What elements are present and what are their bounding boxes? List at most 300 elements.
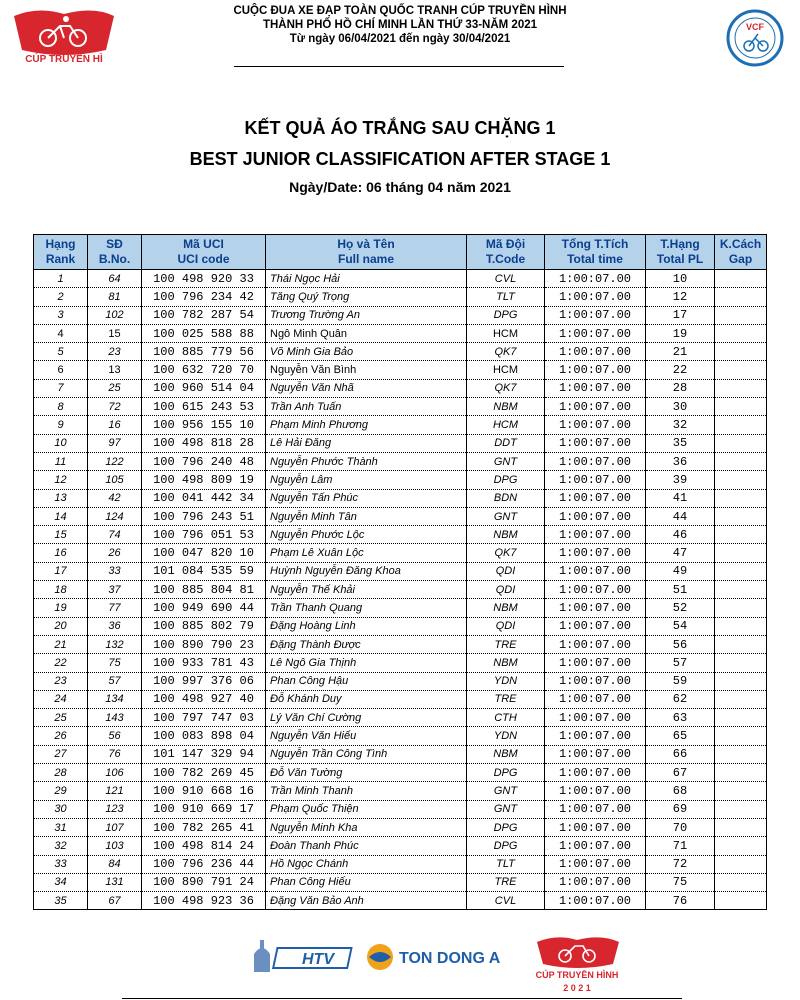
cell-pl: 39 (646, 471, 715, 489)
cell-time: 1:00:07.00 (545, 581, 646, 599)
results-table (33, 234, 767, 910)
cell-pl: 51 (646, 581, 715, 599)
cell-rank: 24 (34, 690, 88, 708)
cell-rank: 20 (34, 617, 88, 635)
cell-time: 1:00:07.00 (545, 361, 646, 379)
cell-time: 1:00:07.00 (545, 599, 646, 617)
cell-bno: 76 (88, 745, 142, 763)
cell-bno: 26 (88, 544, 142, 562)
cell-bno: 15 (88, 324, 142, 342)
cell-name: Nguyễn Văn Nhã (266, 379, 467, 397)
cell-rank: 11 (34, 452, 88, 470)
footer-logo-year: 2 0 2 1 (563, 983, 591, 993)
cell-team: TRE (467, 690, 545, 708)
title-english: BEST JUNIOR CLASSIFICATION AFTER STAGE 1 (189, 149, 611, 169)
cell-name: Đặng Văn Bảo Anh (266, 892, 467, 910)
cell-uci: 101 084 535 59 (142, 562, 266, 580)
cell-uci: 100 782 287 54 (142, 306, 266, 324)
right-logo-text: VCF (746, 22, 764, 32)
cell-name: Nguyễn Phước Lộc (266, 526, 467, 544)
cell-uci: 100 960 514 04 (142, 379, 266, 397)
cell-gap (715, 818, 767, 836)
col-team-header: Mã Đội T.Code (467, 235, 545, 270)
cell-name: Tăng Quý Trọng (266, 288, 467, 306)
cell-name: Nguyễn Phước Thành (266, 452, 467, 470)
cell-bno: 72 (88, 398, 142, 416)
cell-name: Phạm Lê Xuân Lộc (266, 544, 467, 562)
cell-uci: 100 025 588 88 (142, 324, 266, 342)
cell-rank: 1 (34, 270, 88, 288)
cup-truyen-hinh-2021-logo (525, 932, 630, 994)
cell-pl: 66 (646, 745, 715, 763)
cell-gap (715, 398, 767, 416)
cell-pl: 12 (646, 288, 715, 306)
cell-pl: 54 (646, 617, 715, 635)
cell-rank: 14 (34, 507, 88, 525)
cell-gap (715, 855, 767, 873)
cell-bno: 57 (88, 672, 142, 690)
cell-gap (715, 727, 767, 745)
table-row (34, 306, 767, 324)
cell-uci: 100 949 690 44 (142, 599, 266, 617)
cell-time: 1:00:07.00 (545, 434, 646, 452)
cell-name: Ngô Minh Quân (266, 324, 467, 342)
cell-pl: 69 (646, 800, 715, 818)
cell-bno: 123 (88, 800, 142, 818)
cell-time: 1:00:07.00 (545, 782, 646, 800)
cell-uci: 100 498 809 19 (142, 471, 266, 489)
cell-rank: 16 (34, 544, 88, 562)
cell-pl: 41 (646, 489, 715, 507)
table-row (34, 526, 767, 544)
table-row (34, 471, 767, 489)
cell-gap (715, 782, 767, 800)
cell-gap (715, 471, 767, 489)
table-row (34, 599, 767, 617)
cell-time: 1:00:07.00 (545, 507, 646, 525)
cell-pl: 71 (646, 837, 715, 855)
cell-pl: 22 (646, 361, 715, 379)
cell-name: Lê Hải Đăng (266, 434, 467, 452)
cell-gap (715, 270, 767, 288)
cell-team: NBM (467, 745, 545, 763)
cell-name: Đặng Hoàng Linh (266, 617, 467, 635)
cell-team: TRE (467, 635, 545, 653)
cell-bno: 56 (88, 727, 142, 745)
cell-bno: 23 (88, 343, 142, 361)
cell-bno: 75 (88, 654, 142, 672)
cell-time: 1:00:07.00 (545, 709, 646, 727)
cell-name: Thái Ngọc Hải (266, 270, 467, 288)
cell-uci: 100 890 791 24 (142, 873, 266, 891)
cell-bno: 25 (88, 379, 142, 397)
cell-gap (715, 581, 767, 599)
cell-time: 1:00:07.00 (545, 617, 646, 635)
cell-rank: 8 (34, 398, 88, 416)
cell-rank: 30 (34, 800, 88, 818)
ton-dong-a-logo (365, 942, 515, 972)
cell-time: 1:00:07.00 (545, 471, 646, 489)
cell-gap (715, 379, 767, 397)
cell-team: DPG (467, 837, 545, 855)
cell-team: GNT (467, 452, 545, 470)
cell-uci: 100 910 668 16 (142, 782, 266, 800)
cell-pl: 36 (646, 452, 715, 470)
cell-name: Đỗ Văn Tường (266, 764, 467, 782)
cell-time: 1:00:07.00 (545, 379, 646, 397)
cell-bno: 105 (88, 471, 142, 489)
cell-gap (715, 324, 767, 342)
col-rank-header: Hạng Rank (34, 235, 88, 270)
footer-logo-text: CÚP TRUYỀN HÌNH (535, 970, 619, 980)
cell-uci: 100 796 051 53 (142, 526, 266, 544)
cell-uci: 101 147 329 94 (142, 745, 266, 763)
cell-rank: 2 (34, 288, 88, 306)
cell-gap (715, 690, 767, 708)
cell-pl: 19 (646, 324, 715, 342)
cell-team: YDN (467, 672, 545, 690)
table-row (34, 800, 767, 818)
cell-uci: 100 498 920 33 (142, 270, 266, 288)
cell-time: 1:00:07.00 (545, 764, 646, 782)
cell-gap (715, 288, 767, 306)
cell-uci: 100 797 747 03 (142, 709, 266, 727)
cell-team: NBM (467, 526, 545, 544)
cell-rank: 27 (34, 745, 88, 763)
cell-name: Phan Công Hiếu (266, 873, 467, 891)
cell-name: Trần Minh Thanh (266, 782, 467, 800)
cell-time: 1:00:07.00 (545, 800, 646, 818)
footer-divider (122, 998, 682, 999)
col-uci-header: Mã UCI UCI code (142, 235, 266, 270)
cell-bno: 33 (88, 562, 142, 580)
cell-bno: 37 (88, 581, 142, 599)
cell-bno: 77 (88, 599, 142, 617)
cell-gap (715, 562, 767, 580)
cell-uci: 100 885 802 79 (142, 617, 266, 635)
cell-gap (715, 306, 767, 324)
cell-uci: 100 796 240 48 (142, 452, 266, 470)
table-row (34, 764, 767, 782)
cell-name: Đoàn Thanh Phúc (266, 837, 467, 855)
cell-bno: 121 (88, 782, 142, 800)
cup-truyen-hinh-logo (8, 8, 120, 64)
cell-name: Phạm Minh Phương (266, 416, 467, 434)
table-row (34, 672, 767, 690)
cell-pl: 63 (646, 709, 715, 727)
cell-uci: 100 782 269 45 (142, 764, 266, 782)
cell-pl: 17 (646, 306, 715, 324)
cell-pl: 46 (646, 526, 715, 544)
cell-uci: 100 796 236 44 (142, 855, 266, 873)
cell-bno: 81 (88, 288, 142, 306)
cell-uci: 100 796 243 51 (142, 507, 266, 525)
cell-pl: 67 (646, 764, 715, 782)
cell-name: Nguyễn Lâm (266, 471, 467, 489)
cell-uci: 100 885 804 81 (142, 581, 266, 599)
cell-team: QK7 (467, 343, 545, 361)
cell-bno: 64 (88, 270, 142, 288)
cell-pl: 59 (646, 672, 715, 690)
cell-time: 1:00:07.00 (545, 324, 646, 342)
cell-pl: 49 (646, 562, 715, 580)
cell-rank: 28 (34, 764, 88, 782)
cell-rank: 9 (34, 416, 88, 434)
cell-gap (715, 745, 767, 763)
cell-team: HCM (467, 361, 545, 379)
cell-bno: 67 (88, 892, 142, 910)
cell-pl: 72 (646, 855, 715, 873)
cell-rank: 6 (34, 361, 88, 379)
cell-gap (715, 837, 767, 855)
cell-team: YDN (467, 727, 545, 745)
cell-team: CTH (467, 709, 545, 727)
table-row (34, 416, 767, 434)
header-divider (234, 66, 564, 67)
cell-rank: 22 (34, 654, 88, 672)
cell-rank: 15 (34, 526, 88, 544)
cell-pl: 76 (646, 892, 715, 910)
cell-uci: 100 047 820 10 (142, 544, 266, 562)
cell-gap (715, 764, 767, 782)
cell-team: NBM (467, 654, 545, 672)
cell-rank: 23 (34, 672, 88, 690)
cell-team: DDT (467, 434, 545, 452)
cell-bno: 102 (88, 306, 142, 324)
cell-pl: 35 (646, 434, 715, 452)
cell-time: 1:00:07.00 (545, 343, 646, 361)
cell-uci: 100 632 720 70 (142, 361, 266, 379)
cell-team: QDI (467, 581, 545, 599)
table-row (34, 270, 767, 288)
cell-gap (715, 361, 767, 379)
cell-team: GNT (467, 800, 545, 818)
vcf-logo (722, 8, 788, 68)
table-row (34, 489, 767, 507)
cell-bno: 107 (88, 818, 142, 836)
cell-rank: 32 (34, 837, 88, 855)
cell-pl: 75 (646, 873, 715, 891)
table-row (34, 288, 767, 306)
table-row (34, 855, 767, 873)
table-row (34, 690, 767, 708)
cell-name: Phạm Quốc Thiện (266, 800, 467, 818)
table-row (34, 581, 767, 599)
cell-gap (715, 654, 767, 672)
cell-name: Nguyễn Thế Khải (266, 581, 467, 599)
col-bib-header: SĐ B.No. (88, 235, 142, 270)
col-gap-header: K.Cách Gap (715, 235, 767, 270)
cell-pl: 30 (646, 398, 715, 416)
table-row (34, 617, 767, 635)
cell-time: 1:00:07.00 (545, 544, 646, 562)
table-row (34, 544, 767, 562)
cell-pl: 32 (646, 416, 715, 434)
cell-rank: 12 (34, 471, 88, 489)
cell-bno: 103 (88, 837, 142, 855)
cell-time: 1:00:07.00 (545, 873, 646, 891)
cell-rank: 29 (34, 782, 88, 800)
cell-time: 1:00:07.00 (545, 288, 646, 306)
cell-rank: 33 (34, 855, 88, 873)
cell-gap (715, 489, 767, 507)
cell-team: DPG (467, 306, 545, 324)
cell-uci: 100 615 243 53 (142, 398, 266, 416)
cell-name: Đặng Thành Được (266, 635, 467, 653)
htv-logo-text: HTV (302, 951, 334, 968)
cell-team: DPG (467, 471, 545, 489)
cell-team: DPG (467, 818, 545, 836)
cell-uci: 100 956 155 10 (142, 416, 266, 434)
cell-pl: 70 (646, 818, 715, 836)
cell-bno: 132 (88, 635, 142, 653)
cell-uci: 100 933 781 43 (142, 654, 266, 672)
cell-team: CVL (467, 892, 545, 910)
cell-time: 1:00:07.00 (545, 672, 646, 690)
col-name-header: Họ và Tên Full name (266, 235, 467, 270)
cell-time: 1:00:07.00 (545, 654, 646, 672)
cell-bno: 97 (88, 434, 142, 452)
cell-team: QK7 (467, 544, 545, 562)
cell-name: Trương Trường An (266, 306, 467, 324)
cell-gap (715, 507, 767, 525)
cell-uci: 100 041 442 34 (142, 489, 266, 507)
cell-uci: 100 910 669 17 (142, 800, 266, 818)
cell-team: HCM (467, 416, 545, 434)
cell-bno: 74 (88, 526, 142, 544)
cell-name: Lý Văn Chí Cường (266, 709, 467, 727)
cell-bno: 143 (88, 709, 142, 727)
cell-bno: 131 (88, 873, 142, 891)
cell-rank: 5 (34, 343, 88, 361)
cell-gap (715, 672, 767, 690)
cell-pl: 65 (646, 727, 715, 745)
title-vietnamese: KẾT QUẢ ÁO TRẮNG SAU CHẶNG 1 (244, 118, 556, 138)
cell-rank: 3 (34, 306, 88, 324)
cell-name: Võ Minh Gia Bảo (266, 343, 467, 361)
cell-team: DPG (467, 764, 545, 782)
cell-time: 1:00:07.00 (545, 398, 646, 416)
left-logo-text: CÚP TRUYỀN HÌ (25, 54, 103, 64)
cell-gap (715, 709, 767, 727)
cell-bno: 122 (88, 452, 142, 470)
cell-rank: 7 (34, 379, 88, 397)
cell-name: Phan Công Hậu (266, 672, 467, 690)
table-row (34, 709, 767, 727)
table-row (34, 654, 767, 672)
cell-team: HCM (467, 324, 545, 342)
cell-gap (715, 544, 767, 562)
cell-bno: 106 (88, 764, 142, 782)
cell-bno: 13 (88, 361, 142, 379)
cell-time: 1:00:07.00 (545, 416, 646, 434)
table-row (34, 343, 767, 361)
cell-gap (715, 617, 767, 635)
cell-pl: 28 (646, 379, 715, 397)
cell-name: Nguyễn Văn Hiếu (266, 727, 467, 745)
cell-uci: 100 498 927 40 (142, 690, 266, 708)
cell-rank: 17 (34, 562, 88, 580)
cell-rank: 4 (34, 324, 88, 342)
cell-bno: 36 (88, 617, 142, 635)
cell-gap (715, 343, 767, 361)
cell-gap (715, 434, 767, 452)
table-row (34, 452, 767, 470)
cell-name: Nguyễn Trần Công Tình (266, 745, 467, 763)
cell-pl: 21 (646, 343, 715, 361)
table-row (34, 782, 767, 800)
cell-name: Trần Anh Tuấn (266, 398, 467, 416)
cell-name: Lê Ngô Gia Thịnh (266, 654, 467, 672)
cell-team: BDN (467, 489, 545, 507)
cell-gap (715, 599, 767, 617)
cell-name: Huỳnh Nguyễn Đăng Khoa (266, 562, 467, 580)
cell-time: 1:00:07.00 (545, 452, 646, 470)
table-row (34, 324, 767, 342)
table-row (34, 635, 767, 653)
cell-team: CVL (467, 270, 545, 288)
cell-uci: 100 498 814 24 (142, 837, 266, 855)
cell-name: Hồ Ngọc Chánh (266, 855, 467, 873)
cell-uci: 100 498 923 36 (142, 892, 266, 910)
cell-gap (715, 892, 767, 910)
cell-pl: 68 (646, 782, 715, 800)
cell-team: QDI (467, 562, 545, 580)
table-row (34, 562, 767, 580)
table-row (34, 727, 767, 745)
table-row (34, 818, 767, 836)
table-header-row (34, 235, 767, 270)
cell-time: 1:00:07.00 (545, 837, 646, 855)
cell-bno: 134 (88, 690, 142, 708)
table-row (34, 379, 767, 397)
cell-bno: 16 (88, 416, 142, 434)
cell-pl: 57 (646, 654, 715, 672)
cell-gap (715, 526, 767, 544)
cell-rank: 19 (34, 599, 88, 617)
cell-time: 1:00:07.00 (545, 270, 646, 288)
cell-uci: 100 890 790 23 (142, 635, 266, 653)
cell-time: 1:00:07.00 (545, 745, 646, 763)
cell-gap (715, 800, 767, 818)
cell-gap (715, 416, 767, 434)
cell-time: 1:00:07.00 (545, 306, 646, 324)
table-row (34, 398, 767, 416)
cell-gap (715, 873, 767, 891)
cell-team: TLT (467, 288, 545, 306)
cell-rank: 31 (34, 818, 88, 836)
cell-team: TRE (467, 873, 545, 891)
cell-pl: 47 (646, 544, 715, 562)
cell-bno: 124 (88, 507, 142, 525)
sponsor-footer (0, 930, 800, 1000)
cell-rank: 21 (34, 635, 88, 653)
header-line-1: CUỘC ĐUA XE ĐẠP TOÀN QUỐC TRANH CÚP TRUYỀN HÌNH (233, 5, 567, 17)
cell-time: 1:00:07.00 (545, 635, 646, 653)
cell-team: NBM (467, 398, 545, 416)
cell-rank: 25 (34, 709, 88, 727)
col-pl-header: T.Hạng Total PL (646, 235, 715, 270)
htv-logo (246, 936, 358, 976)
cell-team: NBM (467, 599, 545, 617)
cell-uci: 100 498 818 28 (142, 434, 266, 452)
cell-uci: 100 796 234 42 (142, 288, 266, 306)
cell-uci: 100 083 898 04 (142, 727, 266, 745)
cell-pl: 62 (646, 690, 715, 708)
cell-gap (715, 452, 767, 470)
cell-uci: 100 782 265 41 (142, 818, 266, 836)
cell-time: 1:00:07.00 (545, 727, 646, 745)
